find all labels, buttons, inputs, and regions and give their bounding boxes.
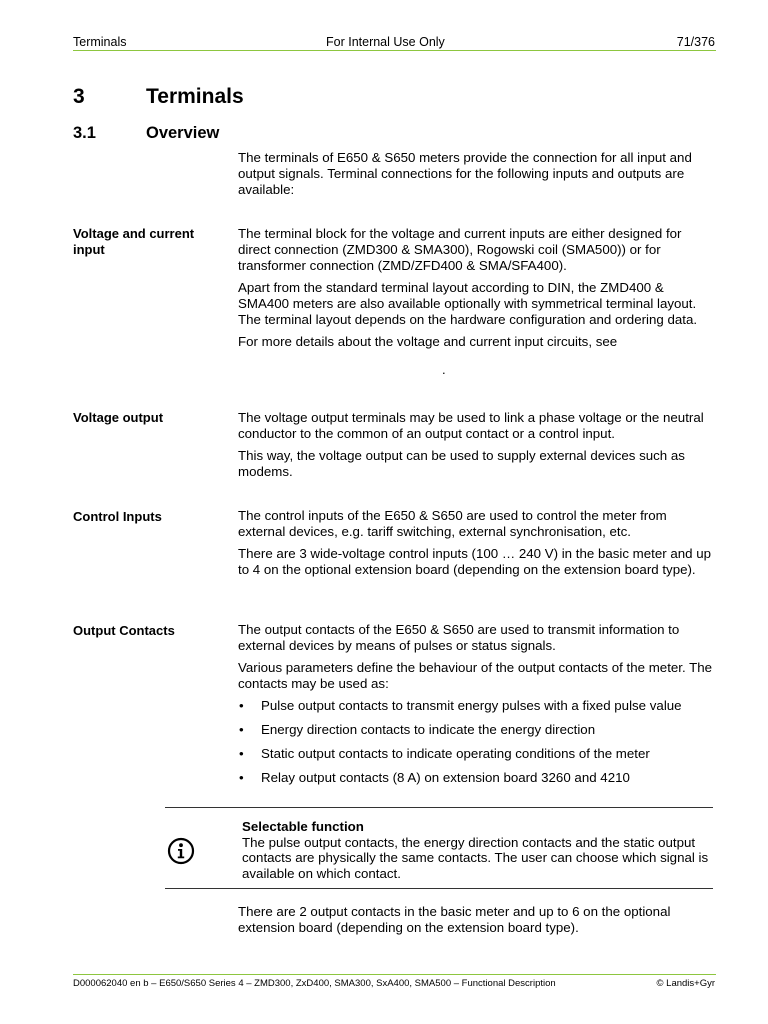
paragraph: The terminal block for the voltage and current inputs are either designed for direct connection (ZMD300 & SMA300), Rogowski coil (SMA500)) or for transformer connection (ZMD/ZFD400 & SMA/SFA400).: [238, 226, 682, 273]
bullet-marker: •: [239, 698, 244, 713]
note-title: Selectable function: [242, 819, 364, 834]
paragraph: Apart from the standard terminal layout according to DIN, the ZMD400 & SMA400 meters are also available optionally with symmetrical terminal layout. The terminal layout depends on the hardware configuration and ordering data.: [238, 280, 698, 327]
note-content: [242, 819, 712, 881]
output-contacts-body: [238, 622, 716, 794]
bullet-marker: •: [239, 722, 244, 737]
cross-reference-period: .: [442, 362, 446, 377]
list-item-text: Static output contacts to indicate operating conditions of the meter: [261, 746, 650, 761]
bullet-marker: •: [239, 770, 244, 785]
chapter-number: 3: [73, 85, 85, 108]
info-icon: [167, 837, 195, 865]
intro-paragraph: The terminals of E650 & S650 meters provide the connection for all input and output signals. Terminal connections for the following inputs and outputs are available:: [238, 150, 692, 197]
section-number: 3.1: [73, 124, 96, 142]
label-voltage-current-input: Voltage and current input: [73, 226, 195, 257]
header-rule: [73, 50, 716, 51]
voltage-output-body: [238, 410, 716, 486]
list-item: [238, 722, 716, 738]
note-text: The pulse output contacts, the energy direction contacts and the static output contacts are physically the same contacts. The user can choose which signal is available on which contact.: [242, 834, 709, 881]
footer-rule: [73, 974, 716, 975]
voltage-current-body: [238, 226, 716, 356]
usage-list: [238, 698, 716, 786]
bullet-marker: •: [239, 746, 244, 761]
label-voltage-output: Voltage output: [73, 410, 164, 425]
paragraph: The output contacts of the E650 & S650 are used to transmit information to external devices by means of pulses or status signals.: [238, 622, 680, 653]
paragraph: The control inputs of the E650 & S650 are used to control the meter from external devices, e.g. tariff switching, external synchronisation, etc.: [238, 508, 667, 539]
paragraph: For more details about the voltage and current input circuits, see: [238, 334, 618, 349]
list-item: [238, 746, 716, 762]
chapter-title: Terminals: [146, 85, 244, 108]
note-bottom-rule: [165, 888, 713, 889]
paragraph: There are 3 wide-voltage control inputs (100 … 240 V) in the basic meter and up to 4 on the optional extension board (depending on the extension board type).: [238, 546, 712, 577]
header-classification: For Internal Use Only: [326, 35, 445, 49]
list-item-text: Relay output contacts (8 A) on extension board 3260 and 4210: [261, 770, 630, 785]
header-page-number: 71/376: [676, 35, 715, 49]
section-title: Overview: [146, 124, 220, 142]
list-item-text: Energy direction contacts to indicate the energy direction: [261, 722, 596, 737]
label-output-contacts: Output Contacts: [73, 623, 175, 638]
paragraph: This way, the voltage output can be used to supply external devices such as modems.: [238, 448, 685, 479]
label-control-inputs: Control Inputs: [73, 509, 162, 524]
control-inputs-body: [238, 508, 716, 584]
note-top-rule: [165, 807, 713, 808]
paragraph: The voltage output terminals may be used to link a phase voltage or the neutral conductor to the common of an output contact or a control input.: [238, 410, 704, 441]
list-item: [238, 770, 716, 786]
list-item-text: Pulse output contacts to transmit energy pulses with a fixed pulse value: [261, 698, 682, 713]
footer-document-id: D000062040 en b – E650/S650 Series 4 – ZMD300, ZxD400, SMA300, SxA400, SMA500 – Functional Description: [73, 978, 556, 989]
list-item: [238, 698, 716, 714]
closing-paragraph: There are 2 output contacts in the basic meter and up to 6 on the optional extension board (depending on the extension board type).: [238, 904, 671, 935]
header-section-title: Terminals: [73, 35, 127, 49]
footer-copyright: © Landis+Gyr: [656, 978, 715, 989]
paragraph: Various parameters define the behaviour of the output contacts of the meter. The contacts may be used as:: [238, 660, 713, 691]
